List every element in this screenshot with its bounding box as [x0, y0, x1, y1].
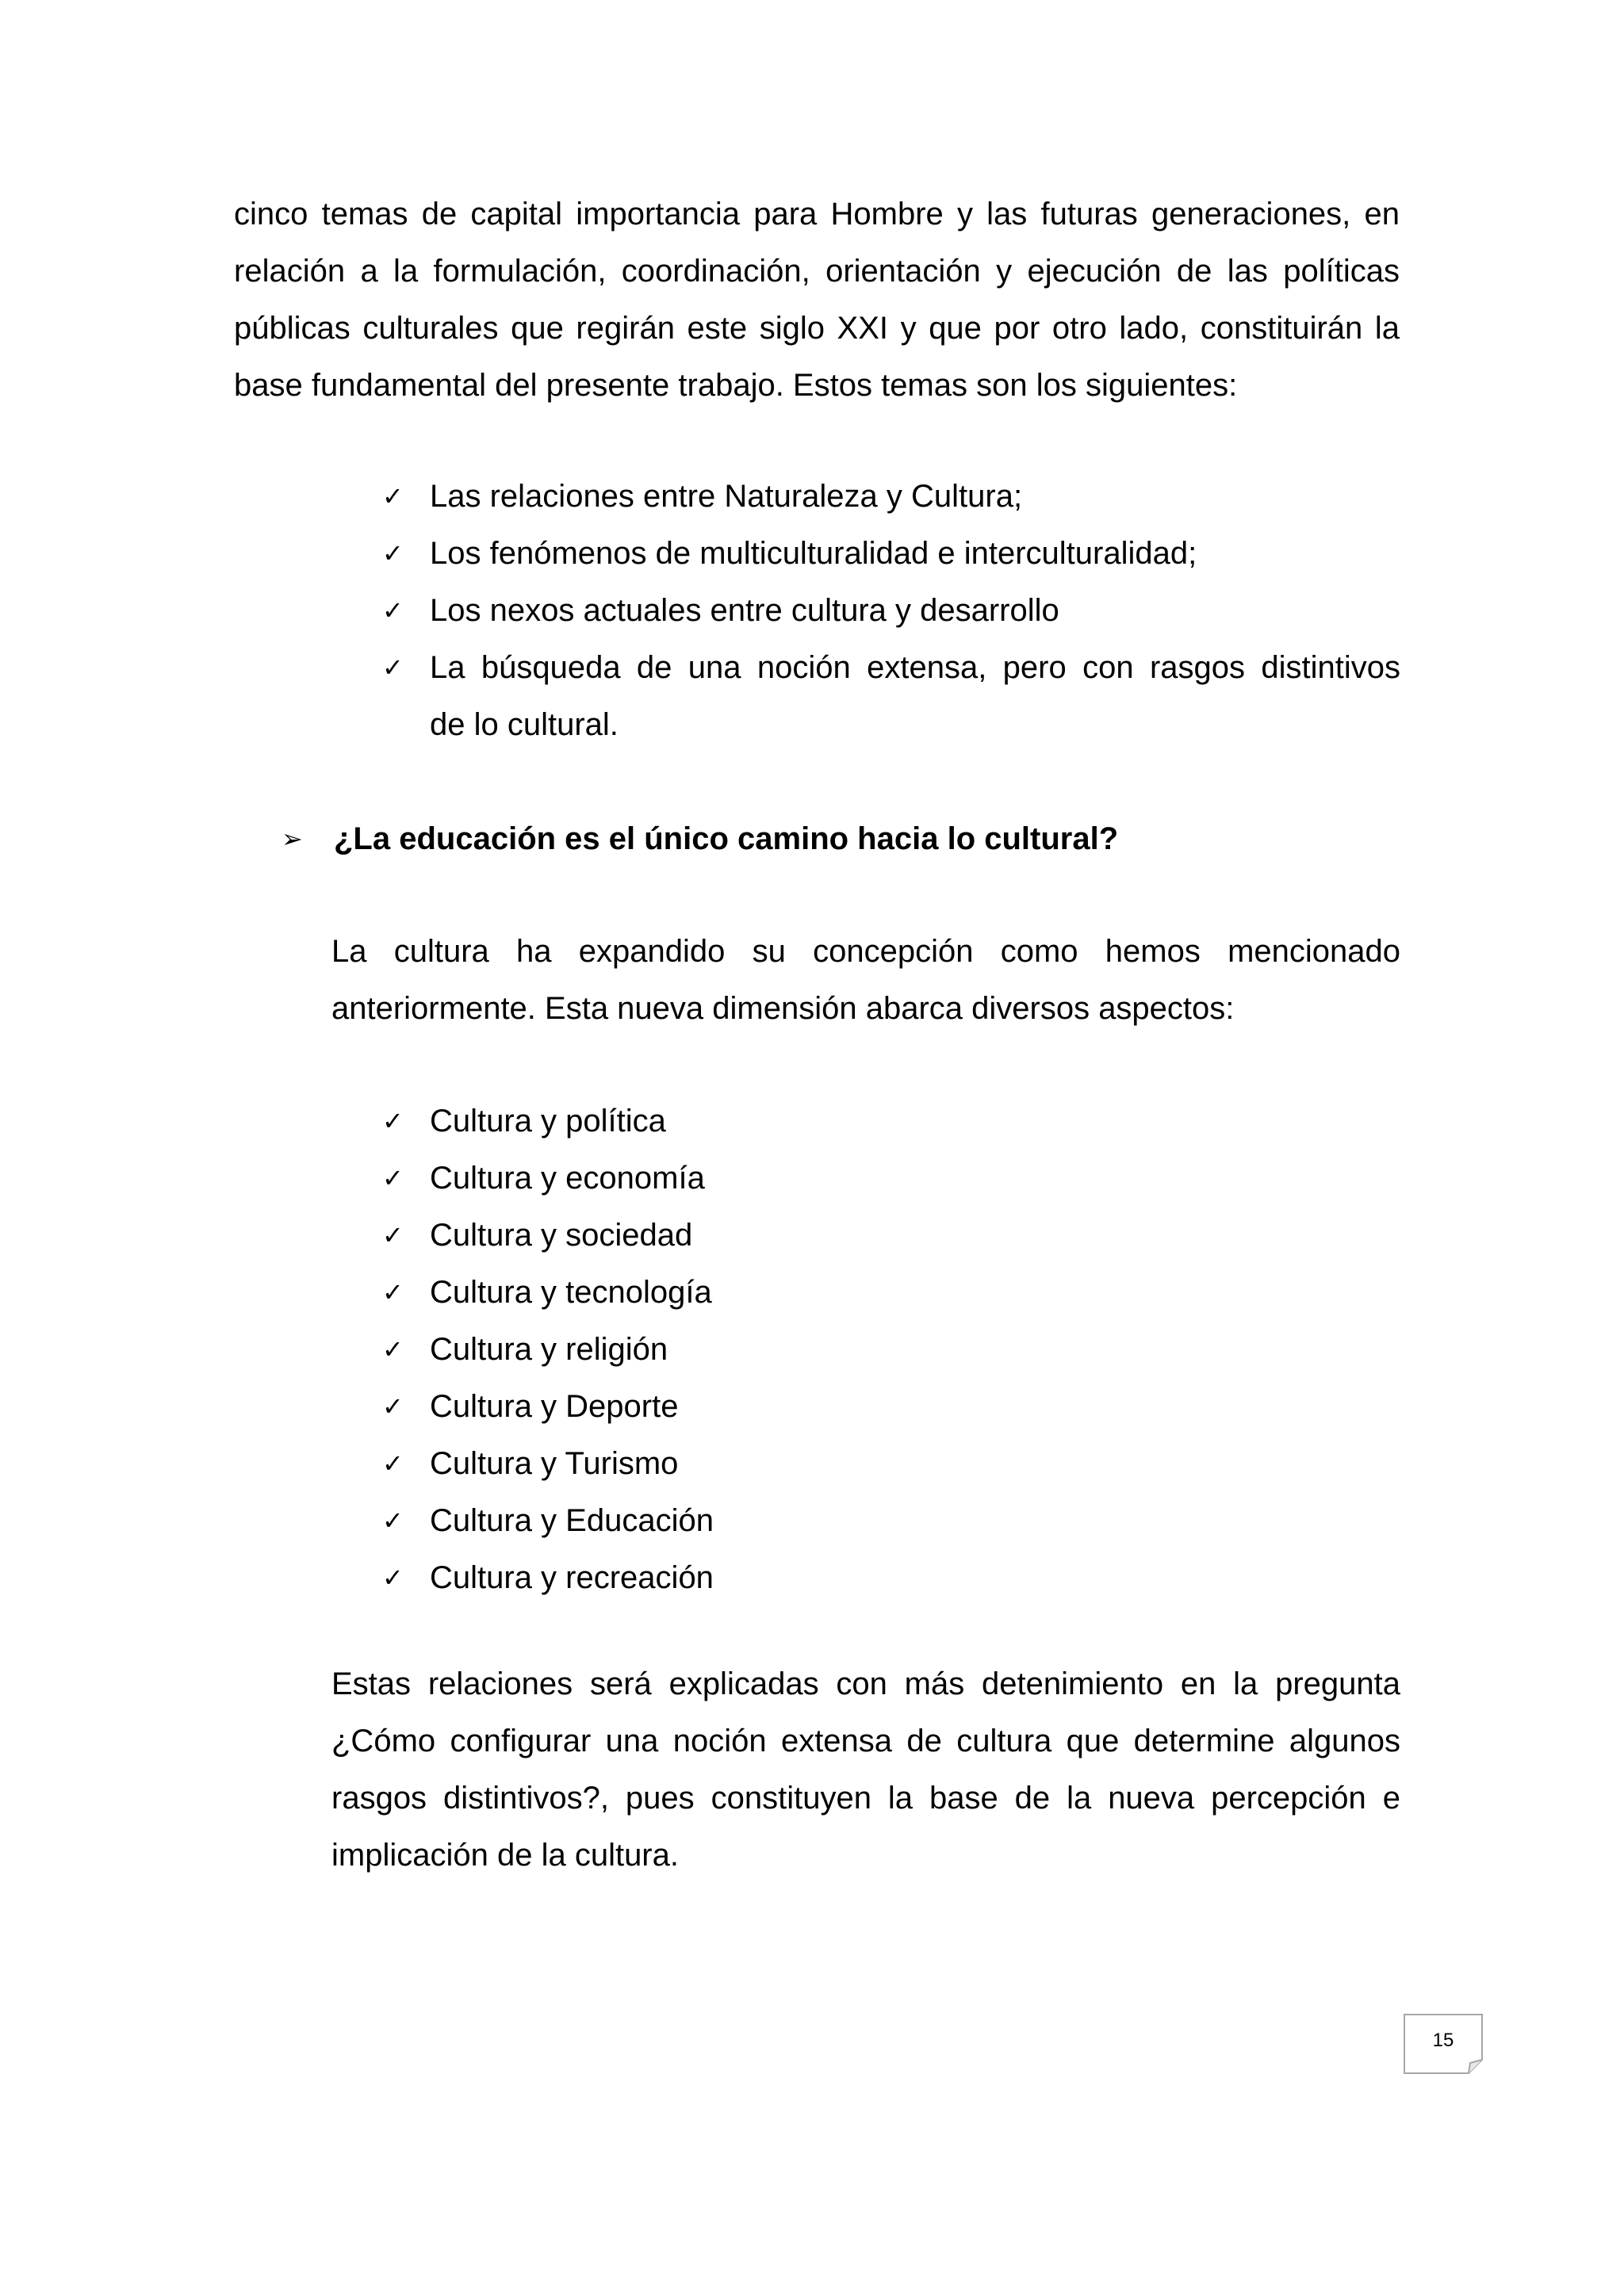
check-mark-icon: ✓: [382, 1563, 404, 1593]
list-item-text: Cultura y Turismo: [430, 1446, 679, 1481]
check-mark-icon: ✓: [382, 481, 404, 511]
check-mark-icon: ✓: [382, 1448, 404, 1479]
check-mark-icon: ✓: [382, 538, 404, 568]
arrow-bullet-icon: ➢: [282, 824, 303, 854]
aspects-checklist: [382, 1093, 937, 1606]
list-item-text: Cultura y religión: [430, 1332, 668, 1367]
list-item-text: La búsqueda de una noción extensa, pero con rasgos distintivos: [430, 650, 1400, 685]
list-item-text: Cultura y Deporte: [430, 1389, 679, 1424]
list-item-text: Los nexos actuales entre cultura y desarrollo: [430, 593, 1059, 628]
list-item: [382, 639, 1400, 753]
paragraph-line: Estas relaciones será explicadas con más detenimiento en la pregunta: [331, 1667, 1400, 1701]
page-number: 15: [1432, 2030, 1454, 2051]
list-item: [382, 1492, 937, 1549]
body-paragraph: [331, 1655, 1400, 1884]
list-item-text: Cultura y economía: [430, 1161, 705, 1196]
section-heading-text: ¿La educación es el único camino hacia lo cultural?: [334, 821, 1119, 856]
intro-line: relación a la formulación, coordinación, orientación y ejecución de las políticas: [234, 254, 1400, 289]
page-number-box: [1404, 2014, 1483, 2074]
paragraph-line: La cultura ha expandido su concepción como hemos mencionado: [331, 934, 1400, 969]
list-item-text: Cultura y Educación: [430, 1503, 714, 1538]
check-mark-icon: ✓: [382, 595, 404, 626]
list-item-text: Cultura y tecnología: [430, 1275, 712, 1310]
list-item-text: Cultura y política: [430, 1104, 666, 1138]
check-mark-icon: ✓: [382, 1163, 404, 1193]
check-mark-icon: ✓: [382, 1106, 404, 1136]
list-item-text: Cultura y sociedad: [430, 1218, 693, 1253]
intro-line: públicas culturales que regirán este siglo XXI y que por otro lado, constituirán la: [234, 311, 1400, 346]
paragraph-line: anteriormente. Esta nueva dimensión abarca diversos aspectos:: [331, 991, 1235, 1026]
paragraph-line: rasgos distintivos?, pues constituyen la base de la nueva percepción e: [331, 1781, 1400, 1816]
list-item: [382, 525, 1400, 582]
list-item-text: de lo cultural.: [430, 707, 619, 742]
paragraph-line: ¿Cómo configurar una noción extensa de cultura que determine algunos: [331, 1724, 1400, 1758]
list-item-text: Los fenómenos de multiculturalidad e interculturalidad;: [430, 536, 1197, 571]
check-mark-icon: ✓: [382, 1506, 404, 1536]
list-item: [382, 1549, 937, 1606]
list-item-text: Las relaciones entre Naturaleza y Cultura;: [430, 479, 1023, 514]
check-mark-icon: ✓: [382, 652, 404, 683]
list-item: [382, 1264, 937, 1321]
list-item: [382, 468, 1400, 525]
intro-line: base fundamental del presente trabajo. Estos temas son los siguientes:: [234, 368, 1238, 403]
list-item: [382, 1150, 937, 1207]
check-mark-icon: ✓: [382, 1391, 404, 1422]
topics-checklist: [382, 468, 1400, 753]
list-item: [382, 1321, 937, 1378]
list-item: [382, 1093, 937, 1150]
list-item: [382, 1435, 937, 1492]
list-item: [382, 582, 1400, 639]
list-item: [382, 1378, 937, 1435]
check-mark-icon: ✓: [382, 1334, 404, 1364]
body-paragraph: [331, 923, 1400, 1037]
intro-paragraph: [234, 186, 1400, 414]
check-mark-icon: ✓: [382, 1277, 404, 1307]
list-item-text: Cultura y recreación: [430, 1560, 714, 1595]
section-heading: [282, 810, 1118, 867]
list-item: [382, 1207, 937, 1264]
check-mark-icon: ✓: [382, 1220, 404, 1250]
intro-line: cinco temas de capital importancia para Hombre y las futuras generaciones, en: [234, 197, 1400, 232]
paragraph-line: implicación de la cultura.: [331, 1838, 679, 1873]
